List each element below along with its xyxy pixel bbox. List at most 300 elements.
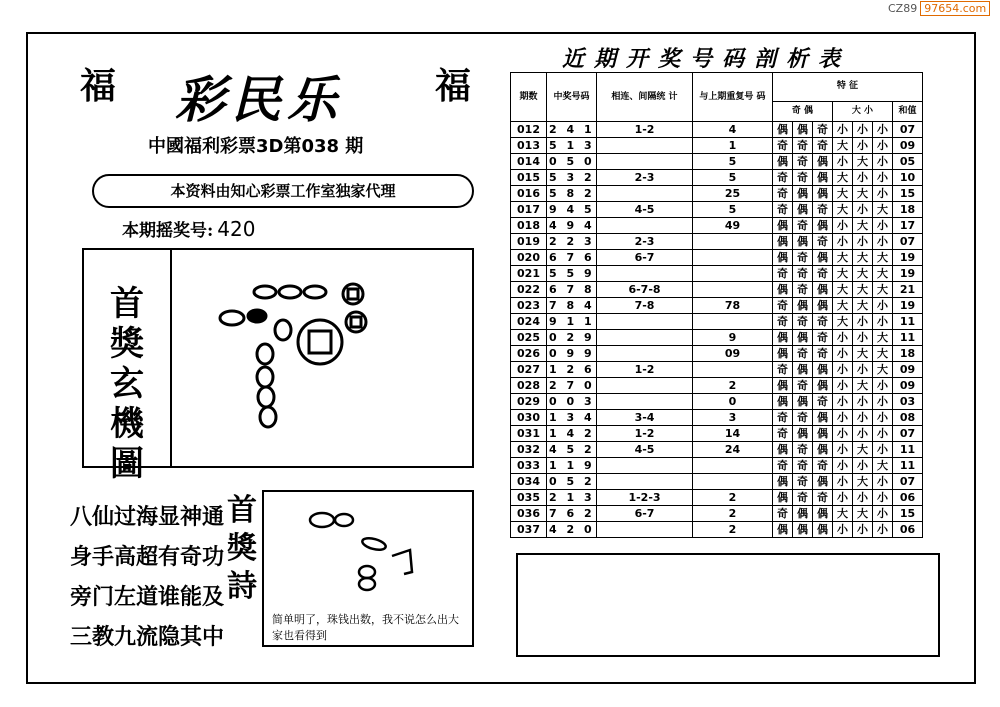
cell-odd-even: 奇 [773, 362, 793, 378]
cell-odd-even: 偶 [773, 282, 793, 298]
table-row [511, 474, 923, 490]
cell-period: 013 [511, 138, 547, 154]
cell-odd-even: 奇 [793, 410, 813, 426]
cell-repeat: 0 [693, 394, 773, 410]
cell-odd-even: 奇 [773, 202, 793, 218]
cell-big-small: 小 [833, 330, 853, 346]
cell-number: 2 2 3 [547, 234, 597, 250]
cell-number: 7 8 4 [547, 298, 597, 314]
cell-big-small: 小 [873, 522, 893, 538]
cell-sum: 03 [893, 394, 923, 410]
cell-big-small: 小 [853, 458, 873, 474]
table-row [511, 138, 923, 154]
cell-big-small: 大 [833, 266, 853, 282]
table-row [511, 266, 923, 282]
header-consecutive: 相连、间隔统 计 [597, 73, 693, 122]
table-row [511, 330, 923, 346]
cell-big-small: 小 [853, 362, 873, 378]
coin-hint-drawing [292, 500, 452, 600]
cell-odd-even: 偶 [813, 426, 833, 442]
cell-sum: 07 [893, 234, 923, 250]
poem-side-label [222, 492, 262, 606]
cell-big-small: 大 [833, 298, 853, 314]
riddle-label-char: 獎 [110, 324, 144, 364]
cell-big-small: 小 [873, 154, 893, 170]
cell-sum: 06 [893, 490, 923, 506]
table-row [511, 394, 923, 410]
cell-repeat: 4 [693, 122, 773, 138]
cell-repeat: 1 [693, 138, 773, 154]
page-title: 彩民乐 [175, 70, 343, 129]
cell-odd-even: 奇 [813, 330, 833, 346]
cell-big-small: 大 [833, 138, 853, 154]
draw-number-label: 本期摇奖号: [122, 221, 214, 241]
poem-line: 旁门左道谁能及 [70, 585, 225, 610]
table-row [511, 426, 923, 442]
cell-odd-even: 奇 [793, 250, 813, 266]
cell-sum: 07 [893, 122, 923, 138]
cell-odd-even: 奇 [793, 474, 813, 490]
cell-big-small: 小 [873, 442, 893, 458]
fu-character-left: 福 [80, 65, 117, 107]
agent-note: 本资料由知心彩票工作室独家代理 [92, 174, 474, 208]
header-period: 期数 [511, 73, 547, 122]
cell-odd-even: 奇 [793, 218, 813, 234]
cell-repeat: 14 [693, 426, 773, 442]
cell-big-small: 小 [873, 122, 893, 138]
cell-number: 4 2 0 [547, 522, 597, 538]
cell-period: 029 [511, 394, 547, 410]
cell-period: 014 [511, 154, 547, 170]
cell-consecutive: 2-3 [597, 170, 693, 186]
cell-sum: 11 [893, 442, 923, 458]
cell-odd-even: 奇 [773, 170, 793, 186]
cell-big-small: 大 [853, 154, 873, 170]
cell-odd-even: 奇 [793, 154, 813, 170]
cell-big-small: 大 [873, 282, 893, 298]
cell-period: 034 [511, 474, 547, 490]
header-features: 特 征 [773, 73, 923, 102]
cell-odd-even: 奇 [793, 170, 813, 186]
cell-number: 9 4 5 [547, 202, 597, 218]
cell-consecutive [597, 330, 693, 346]
cell-big-small: 小 [853, 330, 873, 346]
cell-big-small: 小 [833, 458, 853, 474]
cell-odd-even: 偶 [773, 490, 793, 506]
cell-sum: 18 [893, 346, 923, 362]
header-sum: 和值 [893, 101, 923, 121]
cell-period: 012 [511, 122, 547, 138]
cell-period: 028 [511, 378, 547, 394]
cell-repeat: 78 [693, 298, 773, 314]
cell-big-small: 小 [833, 522, 853, 538]
cell-big-small: 大 [833, 186, 853, 202]
cell-big-small: 小 [873, 218, 893, 234]
cell-number: 0 2 9 [547, 330, 597, 346]
cell-odd-even: 偶 [793, 506, 813, 522]
cell-period: 018 [511, 218, 547, 234]
cell-number: 4 5 2 [547, 442, 597, 458]
cell-period: 032 [511, 442, 547, 458]
cell-repeat: 5 [693, 202, 773, 218]
cell-consecutive [597, 138, 693, 154]
table-row [511, 250, 923, 266]
cell-big-small: 小 [853, 138, 873, 154]
cell-big-small: 小 [833, 122, 853, 138]
draw-number-value: 420 [217, 217, 256, 241]
cell-odd-even: 偶 [813, 378, 833, 394]
cell-big-small: 小 [873, 490, 893, 506]
cell-big-small: 大 [833, 250, 853, 266]
cell-odd-even: 奇 [773, 186, 793, 202]
cell-odd-even: 奇 [793, 346, 813, 362]
cell-number: 1 3 4 [547, 410, 597, 426]
cell-big-small: 大 [853, 474, 873, 490]
cell-sum: 19 [893, 250, 923, 266]
cell-period: 033 [511, 458, 547, 474]
cell-sum: 07 [893, 426, 923, 442]
cell-big-small: 大 [853, 250, 873, 266]
cell-odd-even: 奇 [813, 122, 833, 138]
cell-big-small: 大 [853, 298, 873, 314]
cell-odd-even: 偶 [813, 170, 833, 186]
cell-repeat: 5 [693, 154, 773, 170]
header-big-small: 大 小 [833, 101, 893, 121]
cell-period: 015 [511, 170, 547, 186]
cell-big-small: 小 [853, 394, 873, 410]
cell-period: 023 [511, 298, 547, 314]
cell-odd-even: 偶 [813, 474, 833, 490]
cell-number: 0 0 3 [547, 394, 597, 410]
table-body [511, 122, 923, 538]
table-row [511, 234, 923, 250]
coin-riddle-drawing [175, 252, 465, 462]
cell-number: 7 6 2 [547, 506, 597, 522]
cell-big-small: 大 [853, 266, 873, 282]
cell-sum: 15 [893, 506, 923, 522]
table-row [511, 362, 923, 378]
header-repeat: 与上期重复号 码 [693, 73, 773, 122]
cell-big-small: 小 [853, 202, 873, 218]
cell-consecutive: 1-2-3 [597, 490, 693, 506]
cell-odd-even: 偶 [773, 122, 793, 138]
riddle-label-char: 玄 [110, 364, 144, 404]
cell-big-small: 小 [873, 378, 893, 394]
cell-period: 016 [511, 186, 547, 202]
cell-big-small: 小 [833, 154, 853, 170]
cell-big-small: 小 [833, 426, 853, 442]
cell-big-small: 大 [833, 170, 853, 186]
cell-big-small: 大 [853, 218, 873, 234]
table-row [511, 282, 923, 298]
cell-consecutive: 6-7 [597, 506, 693, 522]
cell-big-small: 小 [833, 378, 853, 394]
cell-big-small: 小 [853, 426, 873, 442]
cell-big-small: 大 [873, 346, 893, 362]
cell-sum: 10 [893, 170, 923, 186]
cell-sum: 21 [893, 282, 923, 298]
cell-repeat: 24 [693, 442, 773, 458]
table-row [511, 122, 923, 138]
cell-period: 024 [511, 314, 547, 330]
cell-odd-even: 偶 [813, 506, 833, 522]
poem-line: 身手高超有奇功 [70, 545, 225, 570]
cell-odd-even: 奇 [813, 458, 833, 474]
cell-odd-even: 奇 [773, 426, 793, 442]
cell-consecutive [597, 474, 693, 490]
cell-repeat [693, 362, 773, 378]
cell-number: 0 9 9 [547, 346, 597, 362]
cell-odd-even: 奇 [813, 394, 833, 410]
cell-big-small: 小 [873, 298, 893, 314]
cell-odd-even: 偶 [793, 394, 813, 410]
cell-repeat: 5 [693, 170, 773, 186]
poem-side-char: 詩 [227, 569, 257, 604]
cell-odd-even: 偶 [773, 442, 793, 458]
cell-big-small: 大 [853, 378, 873, 394]
fu-character-right: 福 [435, 65, 472, 107]
cell-odd-even: 奇 [773, 458, 793, 474]
cell-period: 030 [511, 410, 547, 426]
cell-sum: 08 [893, 410, 923, 426]
cell-repeat [693, 266, 773, 282]
riddle-box-label [84, 250, 172, 484]
header-number: 中奖号码 [547, 73, 597, 122]
cell-odd-even: 奇 [813, 490, 833, 506]
cell-odd-even: 奇 [773, 298, 793, 314]
cell-repeat [693, 314, 773, 330]
cell-consecutive: 7-8 [597, 298, 693, 314]
cell-odd-even: 奇 [793, 266, 813, 282]
table-row [511, 506, 923, 522]
cell-sum: 15 [893, 186, 923, 202]
cell-number: 0 5 2 [547, 474, 597, 490]
cell-big-small: 大 [873, 266, 893, 282]
table-row [511, 522, 923, 538]
table-row [511, 170, 923, 186]
cell-big-small: 小 [873, 234, 893, 250]
cell-odd-even: 奇 [813, 138, 833, 154]
cell-consecutive [597, 314, 693, 330]
cell-period: 035 [511, 490, 547, 506]
cell-repeat [693, 458, 773, 474]
cell-odd-even: 偶 [793, 330, 813, 346]
cell-period: 037 [511, 522, 547, 538]
cell-period: 026 [511, 346, 547, 362]
cell-period: 027 [511, 362, 547, 378]
poem-side-char: 首 [227, 493, 257, 528]
cell-consecutive: 1-2 [597, 426, 693, 442]
cell-repeat: 2 [693, 490, 773, 506]
cell-odd-even: 偶 [813, 362, 833, 378]
table-row [511, 218, 923, 234]
cell-odd-even: 偶 [773, 378, 793, 394]
table-row [511, 202, 923, 218]
cell-big-small: 小 [853, 234, 873, 250]
cell-odd-even: 偶 [793, 234, 813, 250]
cell-consecutive [597, 186, 693, 202]
cell-big-small: 小 [873, 410, 893, 426]
cell-big-small: 小 [873, 138, 893, 154]
cell-repeat: 49 [693, 218, 773, 234]
table-row [511, 410, 923, 426]
table-row [511, 442, 923, 458]
cell-big-small: 大 [853, 442, 873, 458]
cell-number: 6 7 6 [547, 250, 597, 266]
cell-odd-even: 偶 [773, 250, 793, 266]
cell-big-small: 小 [853, 170, 873, 186]
cell-sum: 09 [893, 138, 923, 154]
cell-number: 5 3 2 [547, 170, 597, 186]
cell-big-small: 小 [833, 394, 853, 410]
cell-consecutive [597, 394, 693, 410]
cell-sum: 19 [893, 298, 923, 314]
cell-odd-even: 偶 [773, 330, 793, 346]
cell-odd-even: 偶 [773, 474, 793, 490]
cell-consecutive: 3-4 [597, 410, 693, 426]
cell-repeat: 09 [693, 346, 773, 362]
cell-big-small: 大 [853, 186, 873, 202]
cell-repeat: 25 [693, 186, 773, 202]
cell-repeat [693, 250, 773, 266]
cell-odd-even: 奇 [773, 314, 793, 330]
cell-odd-even: 奇 [773, 138, 793, 154]
cell-big-small: 小 [873, 426, 893, 442]
cell-sum: 09 [893, 378, 923, 394]
cell-big-small: 小 [853, 410, 873, 426]
cell-number: 1 1 9 [547, 458, 597, 474]
table-row [511, 378, 923, 394]
cell-odd-even: 偶 [793, 298, 813, 314]
analysis-table [510, 72, 923, 538]
table-row [511, 346, 923, 362]
cell-consecutive [597, 458, 693, 474]
cell-big-small: 小 [833, 218, 853, 234]
cell-period: 036 [511, 506, 547, 522]
cell-period: 017 [511, 202, 547, 218]
riddle-label-char: 圖 [110, 444, 144, 484]
cell-odd-even: 奇 [793, 282, 813, 298]
cell-repeat [693, 282, 773, 298]
cell-number: 1 4 2 [547, 426, 597, 442]
cell-odd-even: 偶 [773, 522, 793, 538]
poem-side-char: 獎 [227, 531, 257, 566]
cell-repeat: 9 [693, 330, 773, 346]
cell-odd-even: 偶 [773, 394, 793, 410]
cell-odd-even: 奇 [773, 410, 793, 426]
cell-big-small: 小 [833, 490, 853, 506]
cell-big-small: 小 [873, 314, 893, 330]
cell-big-small: 小 [853, 314, 873, 330]
cell-repeat [693, 234, 773, 250]
table-row [511, 314, 923, 330]
cell-big-small: 小 [833, 234, 853, 250]
table-row [511, 298, 923, 314]
cell-big-small: 小 [833, 346, 853, 362]
cell-period: 025 [511, 330, 547, 346]
cell-odd-even: 偶 [813, 186, 833, 202]
blank-note-box [516, 553, 940, 657]
cell-repeat: 2 [693, 506, 773, 522]
cell-repeat: 2 [693, 378, 773, 394]
riddle-label-char: 機 [110, 404, 144, 444]
cell-consecutive: 4-5 [597, 442, 693, 458]
cell-big-small: 大 [833, 506, 853, 522]
cell-odd-even: 偶 [813, 250, 833, 266]
cell-consecutive [597, 266, 693, 282]
cell-odd-even: 奇 [813, 266, 833, 282]
cell-odd-even: 奇 [813, 346, 833, 362]
header-odd-even: 奇 偶 [773, 101, 833, 121]
cell-odd-even: 奇 [813, 202, 833, 218]
cell-sum: 11 [893, 330, 923, 346]
cell-odd-even: 偶 [813, 218, 833, 234]
cell-big-small: 大 [833, 314, 853, 330]
cell-big-small: 小 [873, 506, 893, 522]
riddle-label-char: 首 [110, 284, 144, 324]
cell-period: 019 [511, 234, 547, 250]
cell-sum: 11 [893, 314, 923, 330]
cell-number: 4 9 4 [547, 218, 597, 234]
cell-consecutive: 1-2 [597, 362, 693, 378]
cell-odd-even: 偶 [813, 410, 833, 426]
cell-odd-even: 偶 [793, 522, 813, 538]
cell-odd-even: 奇 [773, 506, 793, 522]
cell-big-small: 大 [853, 346, 873, 362]
cell-odd-even: 偶 [773, 346, 793, 362]
cell-big-small: 大 [873, 250, 893, 266]
cell-consecutive [597, 346, 693, 362]
cell-number: 5 5 9 [547, 266, 597, 282]
draw-number-line [122, 216, 255, 241]
cell-sum: 18 [893, 202, 923, 218]
issue-subtitle: 中國福利彩票3D第038 期 [148, 136, 364, 157]
cell-consecutive: 1-2 [597, 122, 693, 138]
cell-number: 2 1 3 [547, 490, 597, 506]
cell-consecutive [597, 522, 693, 538]
cell-number: 1 2 6 [547, 362, 597, 378]
cell-number: 9 1 1 [547, 314, 597, 330]
cell-odd-even: 偶 [813, 154, 833, 170]
cell-big-small: 小 [853, 522, 873, 538]
cell-odd-even: 偶 [793, 362, 813, 378]
cell-odd-even: 奇 [793, 138, 813, 154]
table-row [511, 490, 923, 506]
cell-odd-even: 奇 [793, 314, 813, 330]
cell-big-small: 大 [853, 282, 873, 298]
cell-sum: 07 [893, 474, 923, 490]
cell-number: 5 1 3 [547, 138, 597, 154]
cell-repeat: 3 [693, 410, 773, 426]
cell-odd-even: 奇 [793, 458, 813, 474]
cell-odd-even: 偶 [813, 282, 833, 298]
cell-odd-even: 奇 [773, 266, 793, 282]
cell-sum: 05 [893, 154, 923, 170]
cell-odd-even: 奇 [813, 234, 833, 250]
cell-odd-even: 奇 [793, 378, 813, 394]
cell-big-small: 小 [833, 442, 853, 458]
cell-consecutive: 2-3 [597, 234, 693, 250]
table-row [511, 154, 923, 170]
cell-period: 020 [511, 250, 547, 266]
cell-consecutive [597, 378, 693, 394]
cell-big-small: 大 [873, 362, 893, 378]
table-row [511, 186, 923, 202]
cell-odd-even: 偶 [773, 234, 793, 250]
cell-odd-even: 偶 [773, 218, 793, 234]
cell-sum: 09 [893, 362, 923, 378]
cell-big-small: 大 [833, 282, 853, 298]
